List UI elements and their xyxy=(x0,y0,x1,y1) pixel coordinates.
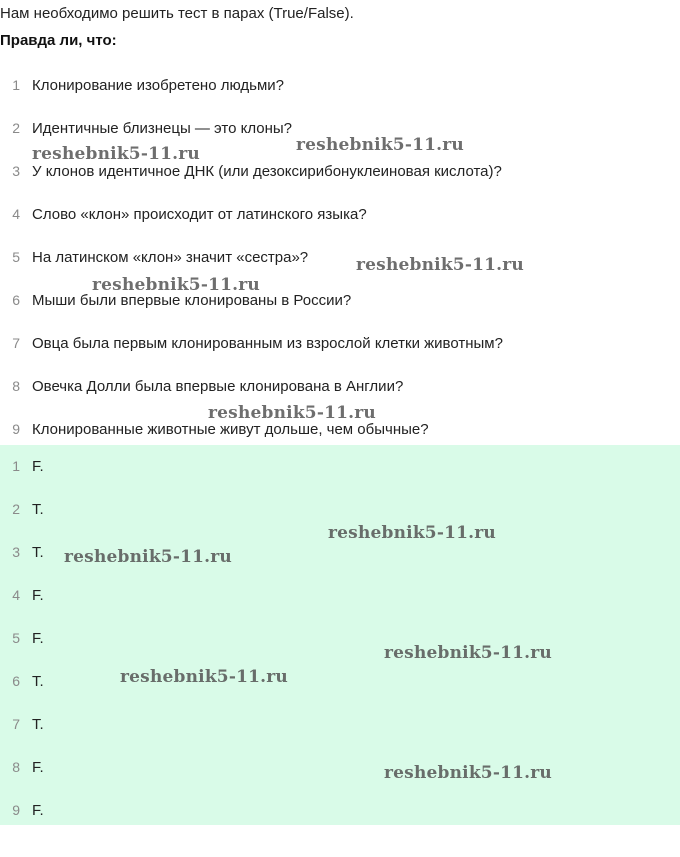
question-number: 6 xyxy=(12,292,20,308)
question-number: 9 xyxy=(12,421,20,437)
answer-item xyxy=(0,617,680,660)
question-item xyxy=(0,322,680,365)
answer-text: F. xyxy=(32,802,44,819)
question-list xyxy=(0,64,680,445)
answer-item xyxy=(0,445,680,488)
question-text: У клонов идентичное ДНК (или дезоксирибонуклеиновая кислота)? xyxy=(32,163,502,180)
watermark: reshebnik5-11.ru xyxy=(356,255,524,275)
question-text: Овца была первым клонированным из взрослой клетки животным? xyxy=(32,335,503,352)
answer-text: T. xyxy=(32,716,44,733)
answer-number: 8 xyxy=(12,759,20,775)
answer-number: 3 xyxy=(12,544,20,560)
answer-number: 4 xyxy=(12,587,20,603)
question-text: Клонированные животные живут дольше, чем обычные? xyxy=(32,421,429,438)
question-number: 1 xyxy=(12,77,20,93)
answer-item xyxy=(0,703,680,746)
question-item xyxy=(0,236,680,279)
watermark: reshebnik5-11.ru xyxy=(296,135,464,155)
question-number: 8 xyxy=(12,378,20,394)
answer-item xyxy=(0,660,680,703)
question-number: 2 xyxy=(12,120,20,136)
watermark: reshebnik5-11.ru xyxy=(328,523,496,543)
watermark: reshebnik5-11.ru xyxy=(384,763,552,783)
answer-number: 2 xyxy=(12,501,20,517)
answer-number: 1 xyxy=(12,458,20,474)
question-text: Слово «клон» происходит от латинского языка? xyxy=(32,206,367,223)
watermark: reshebnik5-11.ru xyxy=(120,667,288,687)
question-item xyxy=(0,64,680,107)
question-item xyxy=(0,279,680,322)
answer-item xyxy=(0,488,680,531)
intro-text: Нам необходимо решить тест в парах (True/False). xyxy=(0,5,354,22)
watermark: reshebnik5-11.ru xyxy=(92,275,260,295)
answer-item xyxy=(0,746,680,789)
question-text: На латинском «клон» значит «сестра»? xyxy=(32,249,309,266)
answer-list xyxy=(0,445,680,825)
answer-text: F. xyxy=(32,458,44,475)
answer-text: T. xyxy=(32,501,44,518)
watermark: reshebnik5-11.ru xyxy=(32,144,200,164)
answer-number: 6 xyxy=(12,673,20,689)
question-text: Мыши были впервые клонированы в России? xyxy=(32,292,352,309)
answer-text: T. xyxy=(32,544,44,561)
answer-item xyxy=(0,531,680,574)
answer-number: 7 xyxy=(12,716,20,732)
question-item xyxy=(0,365,680,408)
question-text: Идентичные близнецы — это клоны? xyxy=(32,120,292,137)
question-number: 7 xyxy=(12,335,20,351)
watermark: reshebnik5-11.ru xyxy=(384,643,552,663)
answer-number: 9 xyxy=(12,802,20,818)
answer-item xyxy=(0,574,680,617)
question-item xyxy=(0,107,680,150)
answer-text: F. xyxy=(32,587,44,604)
answer-text: T. xyxy=(32,673,44,690)
question-text: Клонирование изобретено людьми? xyxy=(32,77,284,94)
answer-number: 5 xyxy=(12,630,20,646)
answer-item xyxy=(0,789,680,832)
question-text: Овечка Долли была впервые клонирована в Англии? xyxy=(32,378,404,395)
watermark: reshebnik5-11.ru xyxy=(64,547,232,567)
question-number: 5 xyxy=(12,249,20,265)
question-heading: Правда ли, что: xyxy=(0,32,117,49)
question-item xyxy=(0,193,680,236)
watermark: reshebnik5-11.ru xyxy=(208,403,376,423)
answer-text: F. xyxy=(32,630,44,647)
question-number: 3 xyxy=(12,163,20,179)
question-item xyxy=(0,150,680,193)
answer-text: F. xyxy=(32,759,44,776)
question-number: 4 xyxy=(12,206,20,222)
